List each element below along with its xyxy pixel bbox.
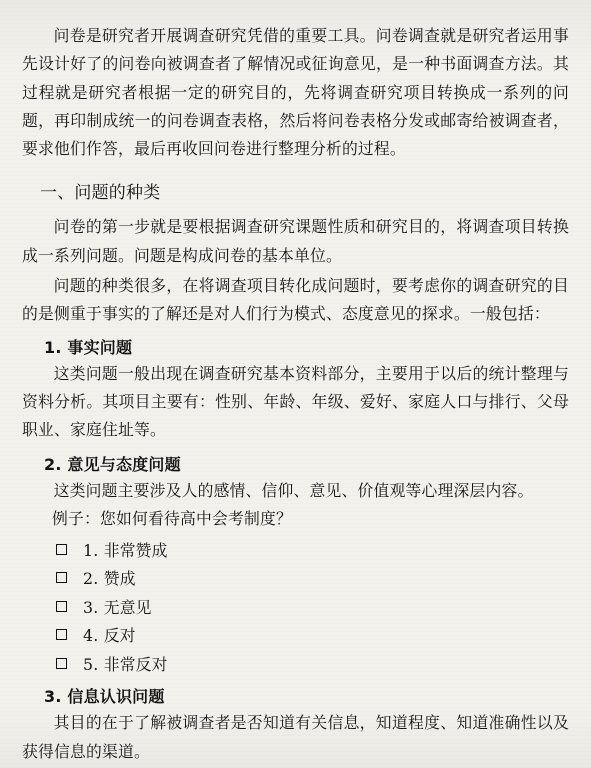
section-paragraph-1: 问卷的第一步就是要根据调查研究课题性质和研究目的，将调查项目转换成一系列问题。问题是构成问卷的基本单位。 [22, 217, 569, 265]
spacer [22, 445, 569, 448]
section-heading: 一、问题的种类 [40, 183, 161, 204]
spacer [22, 329, 569, 331]
option-item[interactable] [56, 620, 569, 649]
option-label: 1. 非常赞成 [83, 540, 168, 560]
section-paragraph-2: 问题的种类很多，在将调查项目转化成问题时，要考虑你的调查研究的目的是侧重于事实的了解还是对人们行为模式、态度意见的探求。一般包括： [22, 276, 569, 324]
checkbox-icon[interactable] [56, 658, 67, 669]
information-question-paragraph: 其目的在于了解被调查者是否知道有关信息，知道程度、知道准确性以及获得信息的渠道。 [22, 713, 569, 761]
checkbox-icon[interactable] [56, 572, 67, 583]
spacer [22, 679, 569, 680]
example-question: 例子：您如何看待高中会考制度？ [52, 508, 292, 528]
option-item[interactable] [56, 592, 569, 621]
checkbox-icon[interactable] [56, 629, 67, 640]
option-label: 3. 无意见 [83, 597, 152, 617]
option-item[interactable] [56, 649, 569, 678]
option-list [22, 535, 569, 678]
fact-question-paragraph: 这类问题一般出现在调查研究基本资料部分，主要用于以后的统计整理与资料分析。其项目主要有：性别、年龄、年级、爱好、家庭人口与排行、父母职业、家庭住址等。 [22, 363, 569, 440]
option-item[interactable] [56, 535, 569, 564]
option-label: 2. 赞成 [83, 569, 136, 589]
option-label: 5. 非常反对 [83, 654, 168, 674]
option-item[interactable] [56, 563, 569, 592]
checkbox-icon[interactable] [56, 544, 67, 555]
subsection-heading-information: 3. 信息认识问题 [44, 687, 165, 707]
option-label: 4. 反对 [83, 626, 136, 646]
subsection-heading-attitude: 2. 意见与态度问题 [44, 454, 181, 474]
intro-paragraph: 问卷是研究者开展调查研究凭借的重要工具。问卷调查就是研究者运用事先设计好了的问卷向被调查者了解情况或征询意见，是一种书面调查方法。其过程就是研究者根据一定的研究目的，先将调查研究项目转换成一系列的问题，再印制成统一的问卷调查表格，然后将问卷表格分发或邮寄给被调查者，要求他们作答，最后再收回问卷进行整理分析的过程。 [22, 26, 569, 159]
subsection-heading-fact: 1. 事实问题 [44, 337, 133, 357]
checkbox-icon[interactable] [56, 601, 67, 612]
attitude-question-paragraph: 这类问题主要涉及人的感情、信仰、意见、价值观等心理深层内容。 [53, 480, 534, 500]
